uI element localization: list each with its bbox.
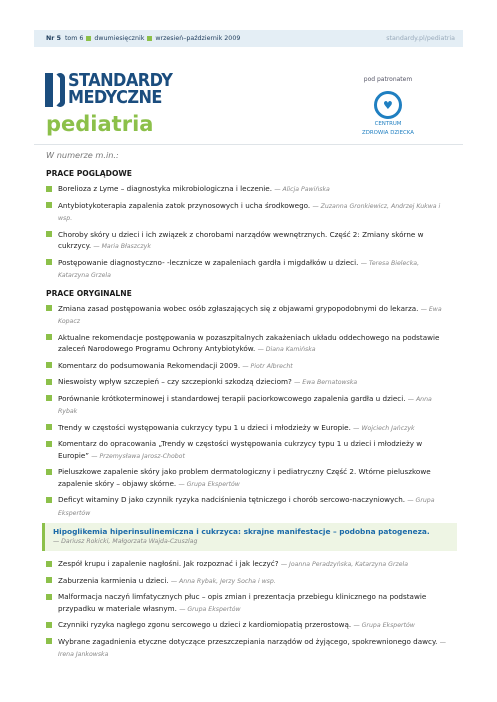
article-title: Zaburzenia karmienia u dzieci.: [58, 575, 169, 585]
article-author: — Grupa Ekspertów: [178, 480, 240, 488]
table-of-contents: [46, 150, 451, 665]
featured-article[interactable]: [42, 523, 457, 551]
bullet-square-icon: [46, 395, 52, 401]
bullet-square-icon: [46, 231, 52, 237]
list-item[interactable]: [46, 636, 451, 661]
featured-title: Hipoglikemia hiperinsulinemiczna i cukrzyca: skrajne manifestacje – podobna patogeneza.: [53, 527, 430, 536]
article-author: — Teresa Bielecka, Katarzyna Grzela: [58, 259, 420, 279]
section-heading-original: PRACE ORYGINALNE: [46, 288, 132, 298]
list-item[interactable]: [46, 303, 451, 328]
section-heading-review: PRACE POGLĄDOWE: [46, 169, 132, 178]
list-item[interactable]: [46, 438, 451, 462]
frequency: dwumiesięcznik: [94, 35, 145, 42]
list-item[interactable]: [46, 575, 451, 588]
list-item[interactable]: [46, 332, 451, 356]
bullet-square-icon: [46, 186, 52, 192]
article-title: Nieswoisty wpływ szczepień – czy szczepionki szkodzą dzieciom?: [58, 377, 292, 386]
article-author: — Joanna Peradzyńska, Katarzyna Grzela: [280, 561, 409, 568]
article-author: — Anna Rybak, Jerzy Socha i wsp.: [170, 577, 276, 585]
czd-logo-icon: ♥: [374, 91, 402, 119]
article-author: — Grupa Ekspertów: [353, 622, 415, 629]
list-item[interactable]: [46, 200, 451, 225]
article-author: — Maria Błaszczyk: [93, 243, 151, 250]
article-author: — Wojciech Jańczyk: [353, 424, 415, 432]
bullet-square-icon: [46, 379, 52, 385]
journal-title: pediatria: [46, 112, 154, 136]
separator-square-icon: [147, 36, 152, 41]
featured-author: — Dariusz Rokicki, Małgorzata Wajda-Czuszlag: [53, 538, 198, 545]
standardy-medyczne-logo: [45, 73, 181, 107]
bullet-square-icon: [46, 202, 52, 208]
volume: tom 6: [64, 35, 84, 42]
article-title: Borelioza z Lyme – diagnostyka mikrobiologiczna i leczenie.: [58, 184, 273, 193]
article-author: — Zuzanna Gronkiewicz, Andrzej Kukwa i wsp.: [58, 202, 441, 222]
article-title: Malformacja naczyń limfatycznych płuc – opis zmian i prezentacja przebiegu klinicznego na podstawie przypadku w materiale własnym.: [58, 592, 427, 613]
article-title: Postępowanie diagnostyczno- -lecznicze w zapaleniach gardła i migdałków u dzieci.: [58, 257, 359, 267]
article-author: — Przemysława Jarosz-Chobot: [91, 452, 185, 460]
article-title: Zespół krupu i zapalenie nagłośni. Jak rozpoznać i jak leczyć?: [58, 559, 279, 568]
logo-mark-icon: [45, 73, 65, 107]
bullet-square-icon: [46, 469, 52, 475]
logo-line-2: MEDYCZNE: [68, 88, 162, 108]
bullet-square-icon: [46, 441, 52, 447]
article-title: Porównanie krótkoterminowej i standardowej terapii paciorkowcowego zapalenia gardła u dzieci.: [58, 393, 406, 403]
article-title: Czynniki ryzyka nagłego zgonu sercowego u dzieci z kardiomiopatią przerostową.: [58, 620, 352, 629]
bullet-square-icon: [46, 638, 52, 644]
bullet-square-icon: [46, 334, 52, 340]
patronage: [356, 76, 420, 137]
article-title: Aktualne rekomendacje postępowania w pozaszpitalnych zakażeniach układu oddechowego na podstawie zaleceń Narodowego Programu Ochrony Antybiotyków.: [58, 332, 440, 353]
article-author: — Piotr Albrecht: [242, 362, 293, 370]
journal-url[interactable]: standardy.pl/pediatria: [386, 35, 455, 42]
patron-name-1: CENTRUM: [374, 121, 402, 127]
list-item[interactable]: [46, 494, 451, 519]
divider: [34, 144, 463, 145]
list-item[interactable]: [46, 229, 451, 253]
bullet-square-icon: [46, 594, 52, 600]
article-author: — Diana Kamińska: [257, 346, 316, 353]
list-item[interactable]: [46, 393, 451, 418]
bullet-square-icon: [46, 424, 52, 430]
article-title: Wybrane zagadnienia etyczne dotyczące przeszczepiania narządów od żyjącego, spokrewnionego dawcy.: [58, 636, 438, 646]
list-item[interactable]: [46, 376, 451, 389]
review-list: [46, 183, 451, 282]
article-title: Komentarz do opracowania „Trendy w częstości występowania cukrzycy typu 1 u dzieci i młodzieży w Europie”: [58, 439, 423, 460]
article-title: Pieluszkowe zapalenie skóry jako problem dermatologiczny i pediatryczny Część 2. Wtórne pieluszkowe zapalenie skóry – objawy skórne.: [58, 467, 431, 488]
list-item[interactable]: [46, 619, 451, 632]
more-list: [46, 558, 451, 661]
list-item[interactable]: [46, 466, 451, 490]
list-item[interactable]: [46, 257, 451, 282]
toc-intro: W numerze m.in.:: [46, 150, 119, 160]
article-author: — Grupa Ekspertów: [58, 497, 435, 517]
list-item[interactable]: [46, 360, 451, 373]
article-author: — Ewa Kopacz: [58, 305, 442, 325]
bullet-square-icon: [46, 622, 52, 628]
list-item[interactable]: [46, 591, 451, 615]
issue-date: wrzesień–październik 2009: [155, 35, 241, 42]
original-list: [46, 303, 451, 520]
patron-label: pod patronatem: [363, 76, 413, 83]
list-item[interactable]: [46, 558, 451, 571]
article-title: Trendy w częstości występowania cukrzycy typu 1 u dzieci i młodzieży w Europie.: [58, 422, 351, 432]
article-title: Antybiotykoterapia zapalenia zatok przynosowych i ucha środkowego.: [58, 200, 311, 210]
issue-number: Nr 5: [46, 35, 61, 42]
bullet-square-icon: [46, 305, 52, 311]
bullet-square-icon: [46, 497, 52, 503]
list-item[interactable]: [46, 422, 451, 435]
bullet-square-icon: [46, 259, 52, 265]
article-author: — Grupa Ekspertów: [179, 605, 241, 613]
list-item[interactable]: [46, 183, 451, 196]
article-title: Komentarz do podsumowania Rekomendacji 2009.: [58, 360, 241, 370]
article-author: — Anna Rybak: [58, 395, 432, 415]
bullet-square-icon: [46, 577, 52, 583]
article-title: Choroby skóry u dzieci i ich związek z chorobami narządów wewnętrznych. Część 2: Zmiany skórne w cukrzycy.: [58, 229, 424, 250]
bullet-square-icon: [46, 561, 52, 567]
article-author: — Alicja Pawińska: [274, 186, 330, 193]
separator-square-icon: [86, 36, 91, 41]
patron-name-2: ZDROWIA DZIECKA: [362, 130, 414, 136]
article-title: Zmiana zasad postępowania wobec osób zgłaszających się z objawami grypopodobnymi do lekarza.: [58, 303, 419, 313]
article-author: — Irena Jankowska: [58, 638, 446, 658]
issue-bar: [34, 30, 463, 47]
logo-line-1: STANDARDY: [68, 71, 173, 91]
bullet-square-icon: [46, 362, 52, 368]
article-author: — Ewa Bernatowska: [294, 379, 358, 386]
article-title: Deficyt witaminy D jako czynnik ryzyka nadciśnienia tętniczego i chorób sercowo-naczyniowych.: [58, 495, 406, 504]
